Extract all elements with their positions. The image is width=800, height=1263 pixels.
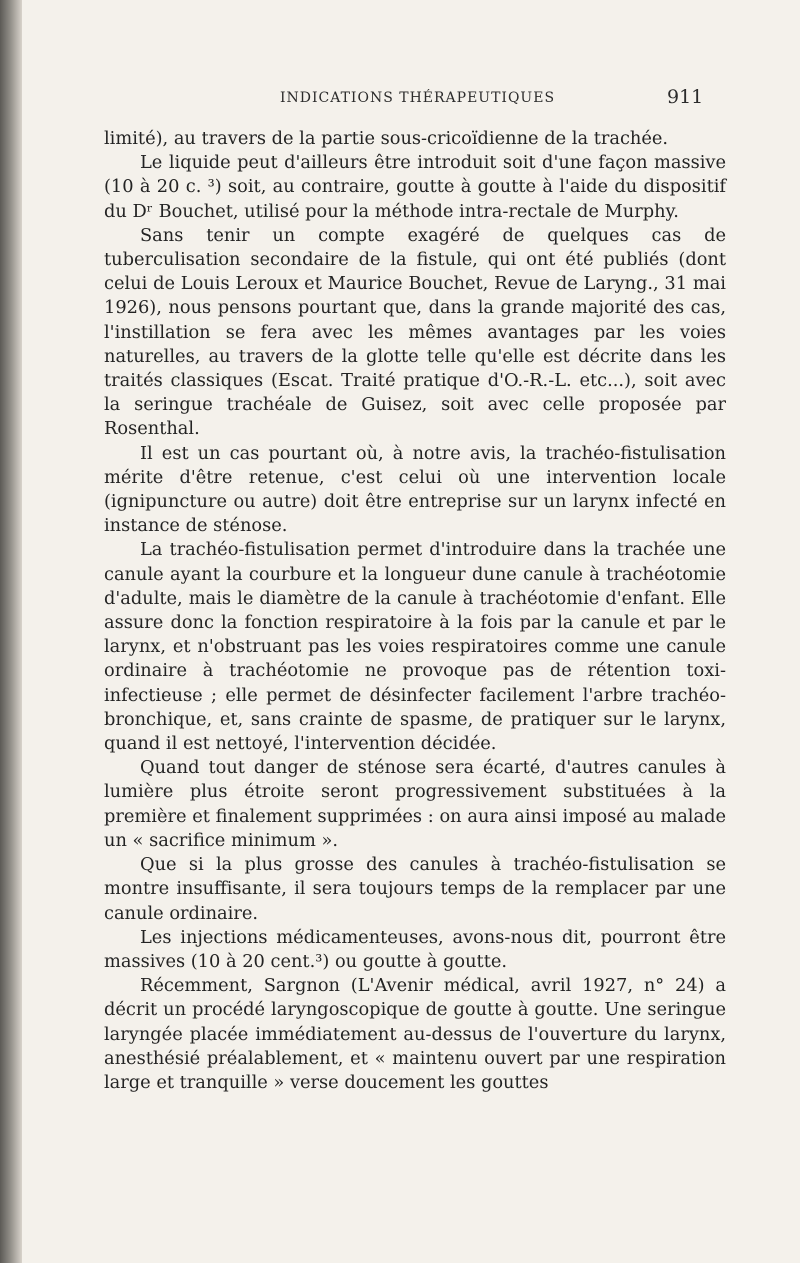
running-head: INDICATIONS THÉRAPEUTIQUES (280, 90, 556, 106)
paragraph: limité), au travers de la partie sous-cricoïdienne de la trachée. (104, 128, 669, 149)
body-text (104, 127, 726, 1095)
paragraph: Que si la plus grosse des canules à trachéo-fistulisation se montre insuffisante, il sera toujours temps de la remplacer par une canule ordinaire. (104, 854, 726, 924)
paragraph: Quand tout danger de sténose sera écarté, d'autres canules à lumière plus étroite seront progressivement substituées à la première et finalement supprimées : on aura ainsi imposé au malade un « sacrifice minimum ». (104, 757, 726, 851)
paragraph: Récemment, Sargnon (L'Avenir médical, avril 1927, n° 24) a décrit un procédé laryngoscopique de goutte à goutte. Une seringue laryngée placée immédiatement au-dessus de l'ouverture du larynx, anesthésié préalablement, et « maintenu ouvert par une respiration large et tranquille » verse doucement les gouttes (104, 975, 726, 1093)
paragraph: Le liquide peut d'ailleurs être introduit soit d'une façon massive (10 à 20 c. ³) soit, au contraire, goutte à goutte à l'aide du dispositif du Dʳ Bouchet, utilisé pour la méthode intra-rectale de Murphy. (104, 152, 726, 222)
page-number: 911 (667, 86, 704, 108)
book-spine-shadow (0, 0, 22, 1263)
book-page (22, 0, 800, 1263)
paragraph: Sans tenir un compte exagéré de quelques cas de tuberculisation secondaire de la fistule, qui ont été publiés (dont celui de Louis Leroux et Maurice Bouchet, Revue de Laryng., 31 mai 1926), nous pensons pourtant que, dans la grande majorité des cas, l'instillation se fera avec les mêmes avantages par les voies naturelles, au travers de la glotte telle qu'elle est décrite dans les traités classiques (Escat. Traité pratique d'O.-R.-L. etc...), soit avec la seringue trachéale de Guisez, soit avec celle proposée par Rosenthal. (104, 224, 726, 440)
paragraph: Les injections médicamenteuses, avons-nous dit, pourront être massives (10 à 20 cent.³) ou goutte à goutte. (104, 926, 726, 972)
paragraph: La trachéo-fistulisation permet d'introduire dans la trachée une canule ayant la courbure et la longueur dune canule à trachéotomie d'adulte, mais le diamètre de la canule à trachéotomie d'enfant. Elle assure donc la fonction respiratoire à la fois par la canule et par le larynx, et n'obstruant pas les voies respiratoires comme une canule ordinaire à trachéotomie ne provoque pas de rétention toxi-infectieuse ; elle permet de désinfecter facilement l'arbre trachéo-bronchique, et, sans crainte de spasme, de pratiquer sur le larynx, quand il est nettoyé, l'intervention décidée. (104, 539, 726, 755)
paragraph: Il est un cas pourtant où, à notre avis, la trachéo-fistulisation mérite d'être retenue, c'est celui où une intervention locale (ignipuncture ou autre) doit être entreprise sur un larynx infecté en instance de sténose. (104, 442, 726, 537)
